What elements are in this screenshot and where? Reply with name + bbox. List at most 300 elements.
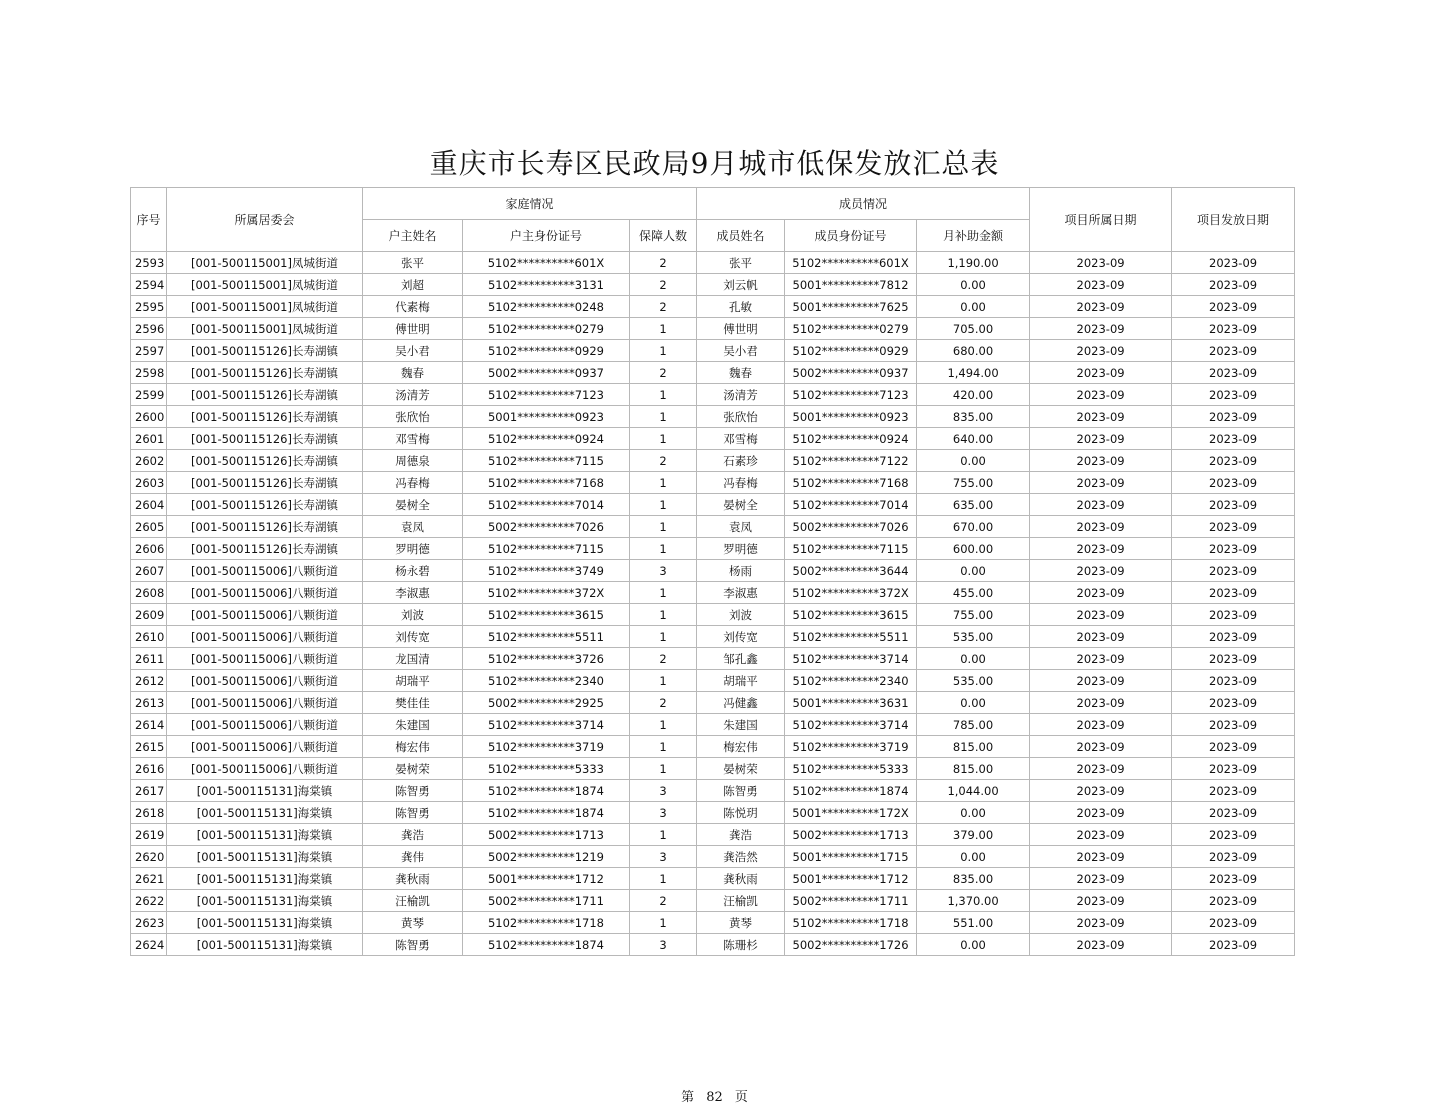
cell-seq: 2623: [131, 912, 167, 934]
table-row: [131, 494, 1295, 516]
cell-member-id: 5102**********7168: [785, 472, 917, 494]
cell-amount: 785.00: [917, 714, 1030, 736]
cell-seq: 2600: [131, 406, 167, 428]
cell-head-name: 刘传宽: [363, 626, 463, 648]
header-family-group: 家庭情况: [363, 188, 697, 220]
cell-seq: 2616: [131, 758, 167, 780]
cell-count: 2: [630, 450, 697, 472]
cell-issue-date: 2023-09: [1172, 912, 1295, 934]
cell-member-id: 5102**********2340: [785, 670, 917, 692]
table-row: [131, 318, 1295, 340]
cell-head-id: 5102**********3131: [463, 274, 630, 296]
cell-head-id: 5102**********7115: [463, 538, 630, 560]
table-row: [131, 538, 1295, 560]
cell-project-date: 2023-09: [1030, 670, 1172, 692]
cell-member-id: 5002**********1711: [785, 890, 917, 912]
header-project-date: 项目所属日期: [1030, 188, 1172, 252]
cell-member-name: 邹孔鑫: [697, 648, 785, 670]
cell-head-name: 代素梅: [363, 296, 463, 318]
cell-amount: 680.00: [917, 340, 1030, 362]
cell-member-id: 5102**********1874: [785, 780, 917, 802]
cell-committee: [001-500115001]凤城街道: [167, 274, 363, 296]
cell-project-date: 2023-09: [1030, 318, 1172, 340]
cell-count: 1: [630, 604, 697, 626]
cell-issue-date: 2023-09: [1172, 846, 1295, 868]
cell-head-id: 5102**********5511: [463, 626, 630, 648]
cell-member-name: 龚浩: [697, 824, 785, 846]
table-row: [131, 714, 1295, 736]
cell-project-date: 2023-09: [1030, 912, 1172, 934]
cell-head-name: 李淑惠: [363, 582, 463, 604]
cell-member-id: 5102**********601X: [785, 252, 917, 274]
cell-head-id: 5102**********7123: [463, 384, 630, 406]
cell-head-name: 吴小君: [363, 340, 463, 362]
cell-project-date: 2023-09: [1030, 384, 1172, 406]
cell-member-name: 冯健鑫: [697, 692, 785, 714]
cell-committee: [001-500115126]长寿湖镇: [167, 494, 363, 516]
table-row: [131, 670, 1295, 692]
cell-seq: 2622: [131, 890, 167, 912]
cell-count: 1: [630, 472, 697, 494]
cell-head-id: 5002**********0937: [463, 362, 630, 384]
table-row: [131, 296, 1295, 318]
cell-committee: [001-500115126]长寿湖镇: [167, 340, 363, 362]
cell-committee: [001-500115006]八颗街道: [167, 560, 363, 582]
cell-issue-date: 2023-09: [1172, 472, 1295, 494]
cell-project-date: 2023-09: [1030, 494, 1172, 516]
cell-count: 2: [630, 648, 697, 670]
cell-head-name: 梅宏伟: [363, 736, 463, 758]
cell-seq: 2597: [131, 340, 167, 362]
cell-head-name: 魏春: [363, 362, 463, 384]
cell-amount: 0.00: [917, 560, 1030, 582]
cell-head-id: 5102**********1874: [463, 780, 630, 802]
cell-issue-date: 2023-09: [1172, 296, 1295, 318]
cell-count: 1: [630, 758, 697, 780]
cell-head-name: 汤清芳: [363, 384, 463, 406]
cell-count: 3: [630, 780, 697, 802]
cell-head-name: 傅世明: [363, 318, 463, 340]
header-issue-date: 项目发放日期: [1172, 188, 1295, 252]
table-row: [131, 472, 1295, 494]
cell-member-id: 5001**********1715: [785, 846, 917, 868]
cell-committee: [001-500115131]海棠镇: [167, 780, 363, 802]
cell-committee: [001-500115131]海棠镇: [167, 824, 363, 846]
header-count: 保障人数: [630, 220, 697, 252]
table-row: [131, 274, 1295, 296]
cell-project-date: 2023-09: [1030, 516, 1172, 538]
cell-count: 1: [630, 538, 697, 560]
cell-member-id: 5002**********1726: [785, 934, 917, 956]
cell-seq: 2615: [131, 736, 167, 758]
cell-committee: [001-500115001]凤城街道: [167, 252, 363, 274]
cell-head-id: 5002**********2925: [463, 692, 630, 714]
table-row: [131, 604, 1295, 626]
cell-head-id: 5002**********1711: [463, 890, 630, 912]
cell-issue-date: 2023-09: [1172, 582, 1295, 604]
cell-head-id: 5102**********3726: [463, 648, 630, 670]
cell-seq: 2598: [131, 362, 167, 384]
table-row: [131, 758, 1295, 780]
cell-count: 1: [630, 428, 697, 450]
cell-member-name: 黄琴: [697, 912, 785, 934]
cell-amount: 0.00: [917, 692, 1030, 714]
table-row: [131, 340, 1295, 362]
cell-amount: 600.00: [917, 538, 1030, 560]
cell-seq: 2599: [131, 384, 167, 406]
footer-prefix: 第: [681, 1090, 695, 1105]
cell-member-name: 张欣怡: [697, 406, 785, 428]
cell-head-name: 罗明德: [363, 538, 463, 560]
cell-count: 1: [630, 868, 697, 890]
cell-committee: [001-500115001]凤城街道: [167, 318, 363, 340]
cell-committee: [001-500115131]海棠镇: [167, 868, 363, 890]
cell-amount: 379.00: [917, 824, 1030, 846]
cell-committee: [001-500115126]长寿湖镇: [167, 450, 363, 472]
cell-seq: 2612: [131, 670, 167, 692]
cell-member-name: 汪榆凯: [697, 890, 785, 912]
cell-member-name: 罗明德: [697, 538, 785, 560]
cell-head-name: 龚浩: [363, 824, 463, 846]
cell-member-name: 梅宏伟: [697, 736, 785, 758]
table-row: [131, 560, 1295, 582]
table-row: [131, 868, 1295, 890]
cell-head-name: 龚伟: [363, 846, 463, 868]
cell-member-name: 胡瑞平: [697, 670, 785, 692]
cell-count: 1: [630, 318, 697, 340]
cell-count: 3: [630, 560, 697, 582]
cell-seq: 2605: [131, 516, 167, 538]
table-row: [131, 428, 1295, 450]
table-row: [131, 362, 1295, 384]
table-row: [131, 934, 1295, 956]
cell-issue-date: 2023-09: [1172, 934, 1295, 956]
cell-head-id: 5001**********1712: [463, 868, 630, 890]
cell-count: 3: [630, 802, 697, 824]
cell-amount: 420.00: [917, 384, 1030, 406]
header-committee: 所属居委会: [167, 188, 363, 252]
cell-member-name: 傅世明: [697, 318, 785, 340]
cell-issue-date: 2023-09: [1172, 538, 1295, 560]
cell-count: 1: [630, 824, 697, 846]
cell-issue-date: 2023-09: [1172, 252, 1295, 274]
cell-head-id: 5001**********0923: [463, 406, 630, 428]
cell-head-id: 5002**********7026: [463, 516, 630, 538]
cell-seq: 2608: [131, 582, 167, 604]
cell-issue-date: 2023-09: [1172, 736, 1295, 758]
table-row: [131, 406, 1295, 428]
cell-amount: 0.00: [917, 846, 1030, 868]
cell-project-date: 2023-09: [1030, 714, 1172, 736]
cell-member-id: 5102**********0924: [785, 428, 917, 450]
cell-member-id: 5002**********0937: [785, 362, 917, 384]
cell-seq: 2611: [131, 648, 167, 670]
cell-committee: [001-500115126]长寿湖镇: [167, 472, 363, 494]
cell-member-name: 刘传宽: [697, 626, 785, 648]
header-member-group: 成员情况: [697, 188, 1030, 220]
cell-member-name: 孔敏: [697, 296, 785, 318]
cell-member-name: 刘波: [697, 604, 785, 626]
table-row: [131, 384, 1295, 406]
cell-amount: 535.00: [917, 626, 1030, 648]
cell-head-id: 5102**********7014: [463, 494, 630, 516]
page-footer: [0, 1086, 1429, 1105]
cell-committee: [001-500115001]凤城街道: [167, 296, 363, 318]
cell-committee: [001-500115126]长寿湖镇: [167, 428, 363, 450]
cell-seq: 2621: [131, 868, 167, 890]
cell-head-name: 陈智勇: [363, 780, 463, 802]
cell-project-date: 2023-09: [1030, 472, 1172, 494]
cell-member-id: 5001**********172X: [785, 802, 917, 824]
cell-head-id: 5102**********601X: [463, 252, 630, 274]
table-row: [131, 692, 1295, 714]
cell-seq: 2595: [131, 296, 167, 318]
cell-member-id: 5102**********1718: [785, 912, 917, 934]
cell-project-date: 2023-09: [1030, 604, 1172, 626]
header-member-name: 成员姓名: [697, 220, 785, 252]
cell-project-date: 2023-09: [1030, 692, 1172, 714]
cell-member-id: 5102**********5333: [785, 758, 917, 780]
cell-project-date: 2023-09: [1030, 736, 1172, 758]
cell-seq: 2607: [131, 560, 167, 582]
cell-seq: 2620: [131, 846, 167, 868]
cell-member-id: 5102**********7014: [785, 494, 917, 516]
cell-member-id: 5102**********0279: [785, 318, 917, 340]
cell-seq: 2624: [131, 934, 167, 956]
cell-member-id: 5102**********7115: [785, 538, 917, 560]
cell-head-name: 周德泉: [363, 450, 463, 472]
cell-committee: [001-500115126]长寿湖镇: [167, 516, 363, 538]
cell-project-date: 2023-09: [1030, 296, 1172, 318]
cell-issue-date: 2023-09: [1172, 494, 1295, 516]
cell-issue-date: 2023-09: [1172, 780, 1295, 802]
cell-project-date: 2023-09: [1030, 648, 1172, 670]
cell-head-id: 5002**********1219: [463, 846, 630, 868]
header-seq: 序号: [131, 188, 167, 252]
cell-count: 1: [630, 714, 697, 736]
cell-amount: 755.00: [917, 604, 1030, 626]
page-title: 重庆市长寿区民政局9月城市低保发放汇总表: [429, 147, 1000, 180]
cell-member-id: 5102**********5511: [785, 626, 917, 648]
cell-project-date: 2023-09: [1030, 560, 1172, 582]
cell-member-id: 5001**********7625: [785, 296, 917, 318]
cell-committee: [001-500115006]八颗街道: [167, 604, 363, 626]
cell-committee: [001-500115006]八颗街道: [167, 582, 363, 604]
cell-committee: [001-500115006]八颗街道: [167, 648, 363, 670]
header-head-name: 户主姓名: [363, 220, 463, 252]
cell-member-name: 李淑惠: [697, 582, 785, 604]
cell-amount: 640.00: [917, 428, 1030, 450]
cell-seq: 2609: [131, 604, 167, 626]
cell-member-name: 刘云帆: [697, 274, 785, 296]
cell-head-id: 5102**********0248: [463, 296, 630, 318]
cell-amount: 635.00: [917, 494, 1030, 516]
cell-amount: 1,044.00: [917, 780, 1030, 802]
cell-member-name: 朱建国: [697, 714, 785, 736]
cell-count: 1: [630, 340, 697, 362]
cell-issue-date: 2023-09: [1172, 340, 1295, 362]
cell-member-name: 汤清芳: [697, 384, 785, 406]
cell-seq: 2614: [131, 714, 167, 736]
cell-count: 2: [630, 692, 697, 714]
footer-suffix: 页: [734, 1090, 748, 1105]
cell-committee: [001-500115006]八颗街道: [167, 714, 363, 736]
cell-member-id: 5102**********0929: [785, 340, 917, 362]
cell-head-name: 张欣怡: [363, 406, 463, 428]
cell-member-name: 张平: [697, 252, 785, 274]
table-row: [131, 648, 1295, 670]
cell-issue-date: 2023-09: [1172, 560, 1295, 582]
cell-amount: 755.00: [917, 472, 1030, 494]
cell-project-date: 2023-09: [1030, 802, 1172, 824]
cell-head-id: 5102**********3615: [463, 604, 630, 626]
cell-head-name: 朱建国: [363, 714, 463, 736]
cell-seq: 2603: [131, 472, 167, 494]
table-row: [131, 516, 1295, 538]
cell-count: 1: [630, 670, 697, 692]
cell-seq: 2606: [131, 538, 167, 560]
cell-member-name: 龚浩然: [697, 846, 785, 868]
cell-member-id: 5102**********3719: [785, 736, 917, 758]
cell-head-id: 5102**********2340: [463, 670, 630, 692]
cell-head-id: 5102**********1874: [463, 934, 630, 956]
cell-issue-date: 2023-09: [1172, 692, 1295, 714]
table-row: [131, 626, 1295, 648]
cell-amount: 0.00: [917, 934, 1030, 956]
cell-member-id: 5102**********7122: [785, 450, 917, 472]
cell-issue-date: 2023-09: [1172, 824, 1295, 846]
table-header: [131, 188, 1295, 252]
cell-seq: 2619: [131, 824, 167, 846]
cell-member-id: 5002**********7026: [785, 516, 917, 538]
cell-head-id: 5102**********3749: [463, 560, 630, 582]
cell-amount: 0.00: [917, 296, 1030, 318]
table-row: [131, 824, 1295, 846]
cell-head-name: 刘超: [363, 274, 463, 296]
cell-head-name: 张平: [363, 252, 463, 274]
table-row: [131, 846, 1295, 868]
cell-head-name: 刘波: [363, 604, 463, 626]
cell-project-date: 2023-09: [1030, 538, 1172, 560]
cell-member-name: 吴小君: [697, 340, 785, 362]
cell-member-id: 5001**********0923: [785, 406, 917, 428]
cell-amount: 1,494.00: [917, 362, 1030, 384]
cell-seq: 2601: [131, 428, 167, 450]
cell-committee: [001-500115006]八颗街道: [167, 670, 363, 692]
cell-member-id: 5102**********7123: [785, 384, 917, 406]
cell-issue-date: 2023-09: [1172, 318, 1295, 340]
cell-issue-date: 2023-09: [1172, 428, 1295, 450]
cell-issue-date: 2023-09: [1172, 758, 1295, 780]
cell-seq: 2594: [131, 274, 167, 296]
cell-amount: 0.00: [917, 274, 1030, 296]
cell-committee: [001-500115131]海棠镇: [167, 802, 363, 824]
cell-project-date: 2023-09: [1030, 824, 1172, 846]
cell-head-id: 5102**********7115: [463, 450, 630, 472]
table-row: [131, 252, 1295, 274]
cell-project-date: 2023-09: [1030, 340, 1172, 362]
cell-issue-date: 2023-09: [1172, 362, 1295, 384]
cell-head-name: 晏树全: [363, 494, 463, 516]
cell-member-id: 5002**********1713: [785, 824, 917, 846]
cell-count: 1: [630, 384, 697, 406]
cell-committee: [001-500115006]八颗街道: [167, 626, 363, 648]
cell-project-date: 2023-09: [1030, 450, 1172, 472]
cell-head-id: 5102**********0929: [463, 340, 630, 362]
cell-issue-date: 2023-09: [1172, 516, 1295, 538]
cell-count: 1: [630, 516, 697, 538]
cell-count: 2: [630, 274, 697, 296]
cell-committee: [001-500115006]八颗街道: [167, 692, 363, 714]
cell-seq: 2604: [131, 494, 167, 516]
cell-project-date: 2023-09: [1030, 780, 1172, 802]
cell-amount: 1,190.00: [917, 252, 1030, 274]
cell-member-id: 5001**********7812: [785, 274, 917, 296]
cell-issue-date: 2023-09: [1172, 868, 1295, 890]
cell-member-id: 5002**********3644: [785, 560, 917, 582]
cell-issue-date: 2023-09: [1172, 670, 1295, 692]
cell-seq: 2613: [131, 692, 167, 714]
cell-amount: 815.00: [917, 736, 1030, 758]
cell-project-date: 2023-09: [1030, 406, 1172, 428]
cell-head-id: 5102**********372X: [463, 582, 630, 604]
cell-member-name: 石素珍: [697, 450, 785, 472]
cell-issue-date: 2023-09: [1172, 648, 1295, 670]
header-amount: 月补助金额: [917, 220, 1030, 252]
cell-seq: 2617: [131, 780, 167, 802]
table-row: [131, 450, 1295, 472]
table-row: [131, 780, 1295, 802]
cell-issue-date: 2023-09: [1172, 450, 1295, 472]
cell-count: 2: [630, 362, 697, 384]
cell-count: 2: [630, 890, 697, 912]
cell-seq: 2593: [131, 252, 167, 274]
cell-amount: 835.00: [917, 406, 1030, 428]
table-row: [131, 912, 1295, 934]
cell-member-name: 陈智勇: [697, 780, 785, 802]
cell-member-id: 5001**********3631: [785, 692, 917, 714]
cell-member-name: 陈珊杉: [697, 934, 785, 956]
cell-head-id: 5102**********1718: [463, 912, 630, 934]
cell-head-id: 5102**********3719: [463, 736, 630, 758]
cell-head-name: 胡瑞平: [363, 670, 463, 692]
cell-issue-date: 2023-09: [1172, 406, 1295, 428]
cell-member-name: 晏树荣: [697, 758, 785, 780]
table-row: [131, 890, 1295, 912]
cell-issue-date: 2023-09: [1172, 384, 1295, 406]
cell-seq: 2602: [131, 450, 167, 472]
cell-count: 3: [630, 934, 697, 956]
cell-count: 1: [630, 736, 697, 758]
cell-head-name: 陈智勇: [363, 934, 463, 956]
cell-head-name: 樊佳佳: [363, 692, 463, 714]
cell-amount: 535.00: [917, 670, 1030, 692]
relief-summary-table: [130, 187, 1295, 956]
cell-member-name: 冯春梅: [697, 472, 785, 494]
cell-member-id: 5102**********372X: [785, 582, 917, 604]
cell-issue-date: 2023-09: [1172, 802, 1295, 824]
cell-committee: [001-500115131]海棠镇: [167, 934, 363, 956]
page-number: 82: [706, 1090, 723, 1105]
cell-head-name: 黄琴: [363, 912, 463, 934]
cell-issue-date: 2023-09: [1172, 274, 1295, 296]
cell-amount: 705.00: [917, 318, 1030, 340]
cell-project-date: 2023-09: [1030, 428, 1172, 450]
cell-head-name: 袁凤: [363, 516, 463, 538]
cell-amount: 815.00: [917, 758, 1030, 780]
cell-amount: 835.00: [917, 868, 1030, 890]
cell-amount: 0.00: [917, 648, 1030, 670]
